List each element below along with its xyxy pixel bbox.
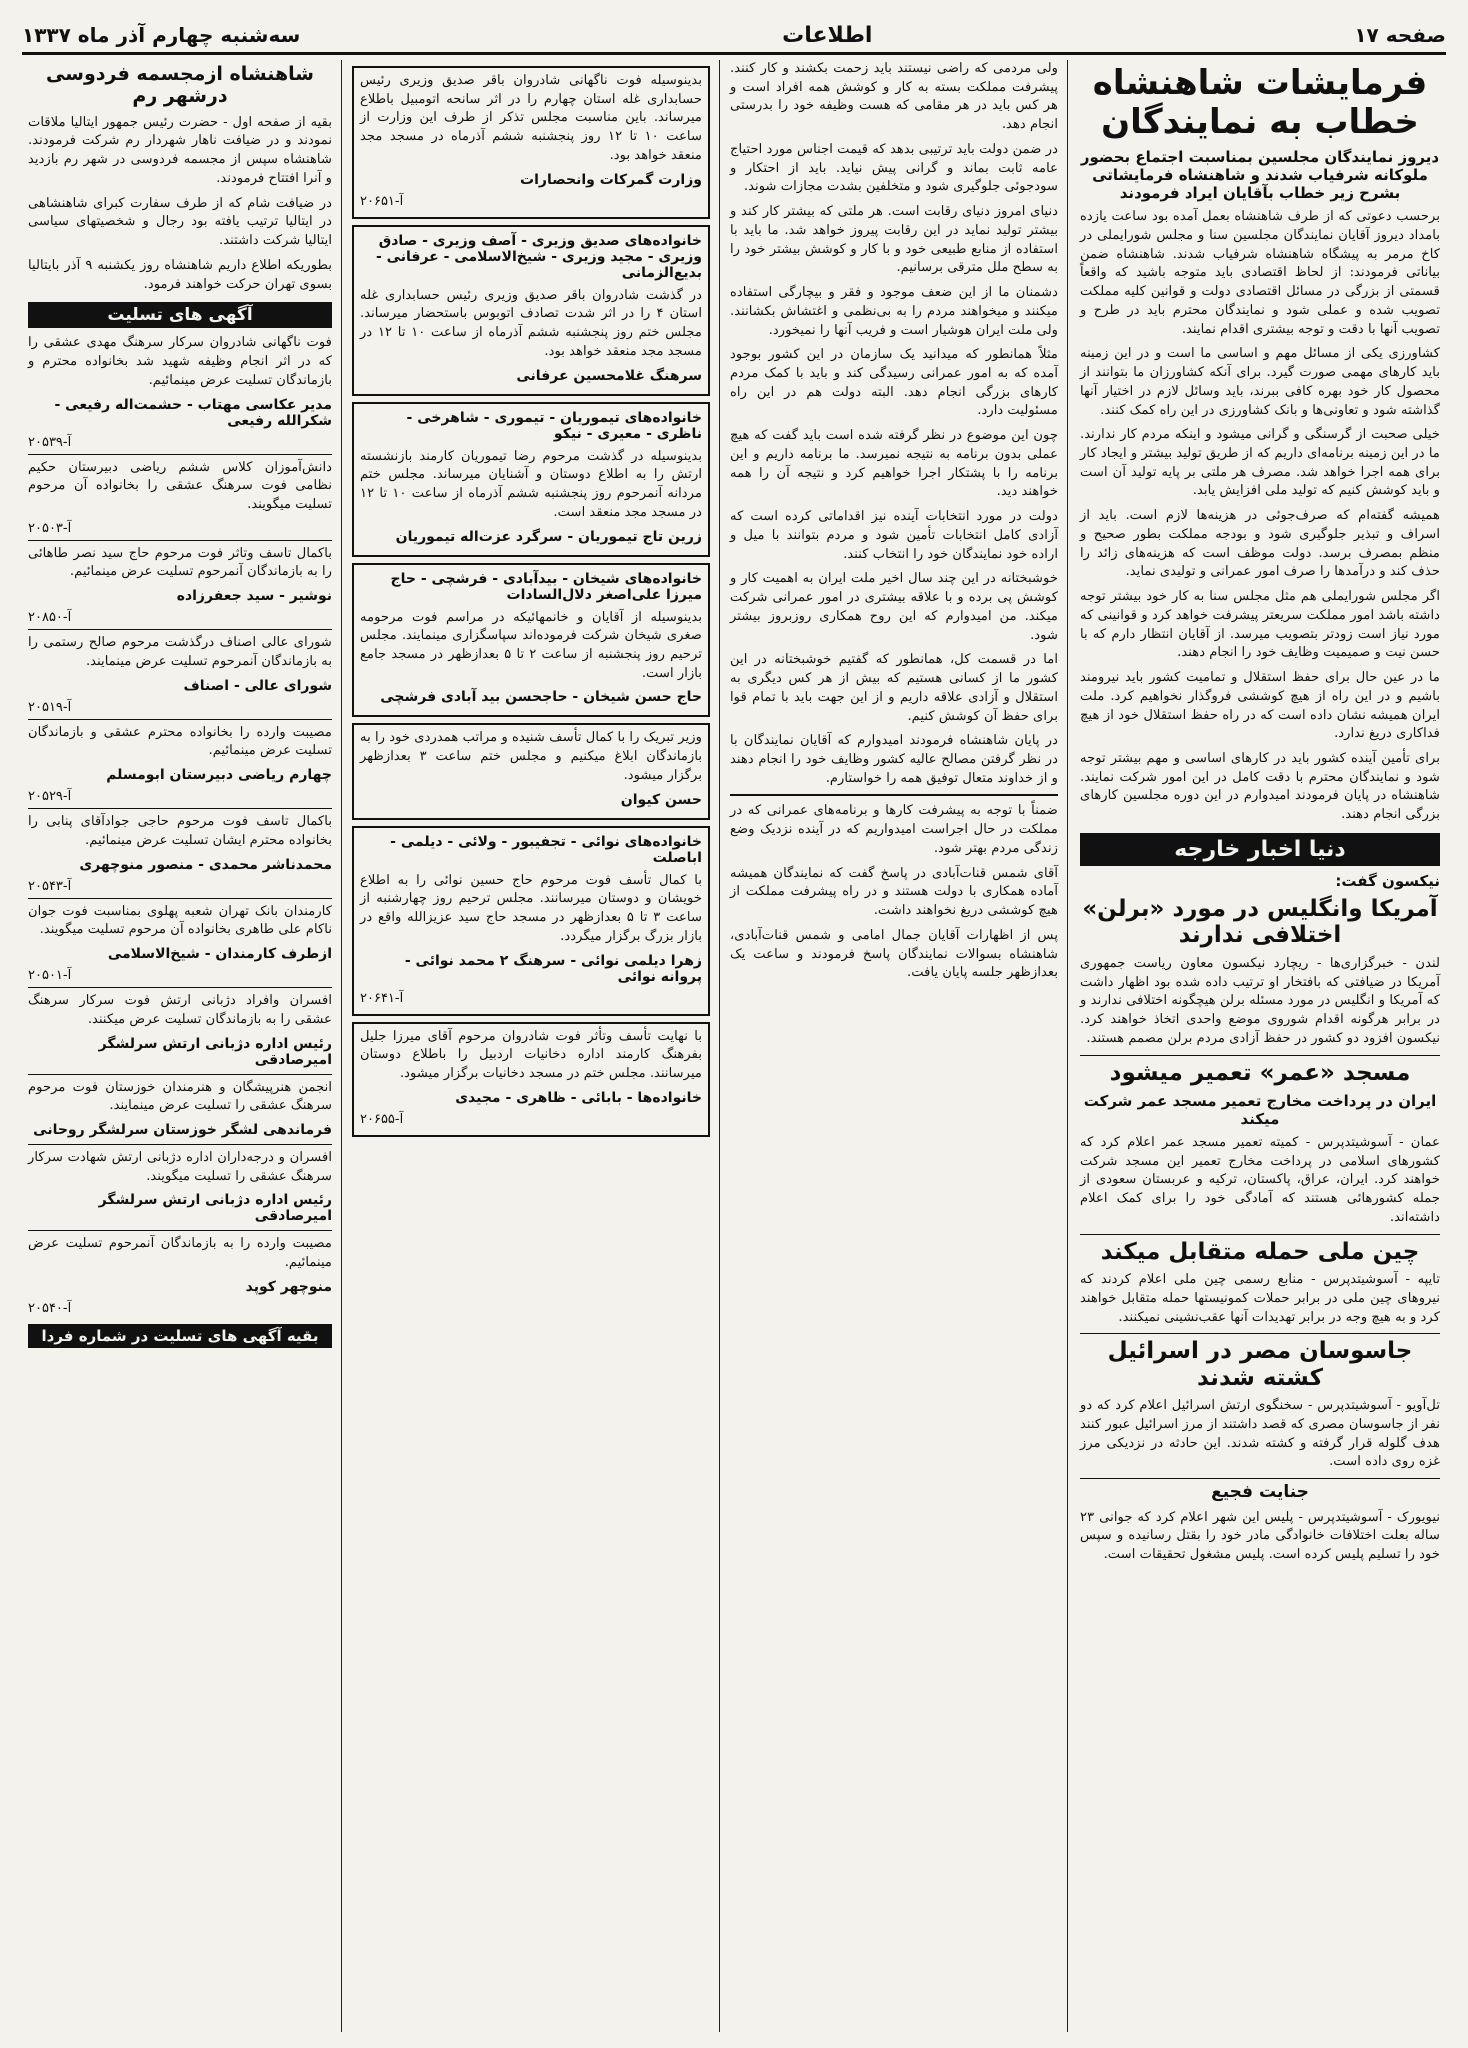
- condolence-signature: فرماندهی لشگر خوزستان سرلشگر روحانی: [33, 1121, 332, 1138]
- obituary-signature: سرهنگ غلامحسین عرفانی: [516, 367, 702, 384]
- ad-code: آ-۲۰۵۰۳: [28, 520, 72, 536]
- spies-headline: جاسوسان مصر در اسرائیل کشته شدند: [1107, 1338, 1413, 1391]
- divider: [28, 719, 332, 720]
- divider: [730, 794, 1058, 796]
- condolence-signature: مدیر عکاسی مهتاب - حشمت‌اله رفیعی - شکرالله رفیعی: [54, 396, 332, 429]
- obituary-signature: خانواده‌ها - بابائی - ظاهری - مجیدی: [455, 1089, 702, 1106]
- nixon-text: لندن - خبرگزاری‌ها - ریچارد نیکسون معاون ریاست جمهوری آمریکا در ضیافتی که بافتخار او ترتیب داده شده بود اظهار داشت که آمریکا و انگلیس در مورد مسئله برلن هیچگونه اختلافی ندارند و در برابر هرگونه اقدام شوروی موضع واحدی اتخاذ خواهند کرد. نیکسون افزود دو کشور در حفظ آزادی مردم برلن مصمم هستند.: [1080, 955, 1440, 1046]
- obituary-text: بدینوسیله در گذشت مرحوم رضا تیموریان کارمند بازنشسته ارتش را به اطلاع دوستان و آشنایان میرساند. مجلس ختم مردانه آنمرحوم روز پنجشنبه ششم آذرماه از ساعت ۱۰ تا ۱۲ در مسجد مجد منعقد است.: [360, 448, 703, 520]
- column-divider: [719, 60, 720, 2032]
- obituary-text: بدینوسیله فوت ناگهانی شادروان باقر صدیق وزیری رئیس حسابداری غله استان چهارم را در اثر سانحه اتومبیل باطلاع میرساند. باین مناسبت مجلس تذکر از طرف این وزارت از ساعت ۱۰ تا ۱۲ روز پنجشنبه ششم آذرماه در مسجد مجد منعقد خواهد بود.: [360, 73, 703, 163]
- divider: [28, 898, 332, 899]
- condolence-text: باکمال تاسف وتاثر فوت مرحوم حاج سید نصر طاهائی را به بازماندگان آنمرحوم تسلیت عرض مینمائیم.: [28, 545, 332, 580]
- china-headline: چین ملی حمله متقابل میکند: [1100, 1238, 1420, 1265]
- continued-paragraph: دنیای امروز دنیای رقابت است. هر ملتی که بیشتر کار کند و بیشتر تولید نماید در این رقابت پیروز خواهد شد. ما باید با استفاده از منابع طبیعی خود و با کار و کوشش بیشتر خود را به سطح ملل مترقی برسانیم.: [730, 204, 1058, 276]
- obituary-notice: [352, 225, 710, 396]
- speech-paragraph: خیلی صحبت از گرسنگی و گرانی میشود و اینکه مردم کار ندارند. ما در این زمینه برنامه‌ای داریم که از طریق تولید بیشتر و ایجاد کار برای همه اجرا خواهد شد. مصرف هر ملتی بر پایه تولید آن است و باید کوشش کنیم که تولید ملی افزایش یابد.: [1080, 427, 1440, 499]
- ferdowsi-headline: شاهنشاه ازمجسمه فردوسی درشهر رم: [46, 63, 314, 107]
- obituary-families: خانواده‌های صدیق وزیری - آصف وزیری - صادق وزیری - مجید وزیری - شیخ‌الاسلامی - عرفانی - بدیع‌الزمانی: [375, 232, 702, 281]
- masthead: [22, 18, 1446, 55]
- omar-headline: مسجد «عمر» تعمیر میشود: [1109, 1059, 1411, 1086]
- ad-code: آ-۲۰۵۱۹: [28, 699, 72, 715]
- notice: [352, 723, 710, 819]
- continued-paragraph: اما در قسمت کل، همانطور که گفتیم خوشبختانه در این کشور ما از کسانی هستیم که بیش از هر کس دیگری به استقلال و آزادی علاقه داریم و از این جهت باید با تمام قوا برای حفظ آن کوشش کنیم.: [730, 652, 1058, 724]
- obituary-notice: [352, 1022, 710, 1137]
- condolence-text: فوت ناگهانی شادروان سرکار سرهنگ مهدی عشقی را که در اثر انجام وظیفه شهید شد بخانواده محترم و بازماندگان تسلیت عرض مینمائیم.: [28, 335, 332, 388]
- foreign-news-banner: دنیا اخبار خارجه: [1080, 833, 1440, 866]
- divider: [28, 1144, 332, 1145]
- bottom-paragraph: پس از اظهارات آقایان جمال امامی و شمس قنات‌آبادی، شاهنشاه بسوالات نمایندگان پاسخ فرمودند و ساعت یک بعدازظهر جلسه پایان یافت.: [730, 927, 1058, 981]
- continued-paragraph: دولت در مورد انتخابات آینده نیز اقداماتی کرده است که آزادی کامل انتخابات تأمین شود و مردم بتوانند با میل و اراده خود نمایندگان خود را انتخاب کنند.: [730, 509, 1058, 562]
- obituary-text: بدینوسیله از آقایان و خانمهائیکه در مراسم فوت مرحومه صغری شیخان شرکت فرموده‌اند سپاسگزاری مینمایند. مجلس ترحیم روز پنجشنبه از ساعت ۲ تا ۵ بعدازظهر در مسجد جامع بازار است.: [360, 609, 702, 681]
- speech-paragraph: برای تأمین آینده کشور باید در کارهای اساسی و مهم بیشتر توجه شود و نمایندگان محترم با دقت کامل در این امور شرکت نمایند. شاهنشاه در پایان فرمودند امیدوارم در این دوره مجلسین کارهای بزرگی انجام دهند.: [1080, 751, 1440, 823]
- column-condolences: [22, 60, 338, 2032]
- continued-paragraph: در ضمن دولت باید ترتیبی بدهد که قیمت اجناس مورد احتیاج عامه ثابت بماند و گرانی پیش نیاید. باید از احتکار و سودجوئی جلوگیری شود و متخلفین بشدت مجازات شوند.: [730, 141, 1058, 195]
- obituary-families: خانواده‌های تیموریان - تیموری - شاهرخی - ناظری - معیری - نیکو: [406, 409, 702, 442]
- speech-lead: دیروز نمایندگان مجلسین بمناسبت اجتماع بحضور ملوکانه شرفیاب شدند و شاهنشاه فرمایشاتی بشرح زیر خطاب بآقایان ایراد فرمودند: [1080, 148, 1440, 203]
- condolences-continued: بقیه آگهی های تسلیت در شماره فردا: [28, 1324, 332, 1348]
- nixon-headline: آمریکا وانگلیس در مورد «برلن» اختلافی ندارند: [1082, 895, 1438, 949]
- continued-paragraph: چون این موضوع در نظر گرفته شده است باید گفت که هیچ عملی بدون برنامه به نتیجه نمیرسد. ما برنامه داریم و این برنامه را با پشتکار اجرا خواهیم کرد و نتیجه آن را همه خواهند دید.: [730, 428, 1058, 500]
- condolence-text: مصیبت وارده را به بازماندگان آنمرحوم تسلیت عرض مینمائیم.: [28, 1236, 332, 1271]
- divider: [28, 808, 332, 809]
- divider: [1080, 1478, 1440, 1479]
- ad-code: آ-۲۰۶۴۱: [360, 990, 404, 1006]
- divider: [28, 540, 332, 541]
- condolence-text: انجمن هنرپیشگان و هنرمندان خوزستان فوت مرحوم سرهنگ عشقی را تسلیت عرض مینمایند.: [28, 1079, 332, 1114]
- obituary-text: در گذشت شادروان باقر صدیق وزیری رئیس حسابداری غله استان ۴ را در اثر شدت تصادف اتوبوس باستحضار میرساند. مجلس ختم روز پنجشنبه ششم آذرماه از ساعت ۱۰ تا ۱۲ در مسجد مجد منعقد خواهد بود.: [360, 287, 703, 359]
- crime-headline: جنایت فجیع: [1211, 1482, 1309, 1503]
- divider: [1080, 1234, 1440, 1235]
- ad-code: آ-۲۰۵۴۰: [28, 1300, 72, 1316]
- obituary-families: خانواده‌های شیخان - بیدآبادی - فرشچی - حاج میرزا علی‌اصغر دلال‌السادات: [390, 570, 702, 603]
- condolence-signature: رئیس اداره دژبانی ارتش سرلشگر امیرصادقی: [98, 1192, 332, 1225]
- condolence-text: مصیبت وارده را بخانواده محترم عشقی و بازماندگان تسلیت عرض مینمائیم.: [28, 724, 332, 759]
- ferdowsi-paragraph: در ضیافت شام که از طرف سفارت کبرای شاهنشاهی در ایتالیا ترتیب یافته بود رجال و شخصیتهای سیاسی ایتالیا شرکت داشتند.: [28, 195, 332, 249]
- condolence-text: کارمندان بانک تهران شعبه پهلوی بمناسبت فوت جوان ناکام علی طاهری بخانواده آن مرحوم تسلیت میگویند.: [28, 903, 332, 938]
- column-obituaries: [346, 60, 716, 2032]
- condolence-text: دانش‌آموزان کلاس ششم ریاضی دبیرستان حکیم نظامی فوت سرهنگ عشقی را بخانواده آن مرحوم تسلیت میگویند.: [28, 459, 332, 512]
- columns-grid: [22, 60, 1446, 2032]
- divider: [28, 629, 332, 630]
- ad-code: آ-۲۰۵۳۹: [28, 434, 72, 450]
- divider: [28, 1230, 332, 1231]
- notice-signature: حسن کیوان: [620, 791, 702, 808]
- continued-paragraph: ولی مردمی که راضی نیستند باید زحمت بکشند و کار کنند. پیشرفت مملکت بسته به کار و کوشش همه افراد است و هر کس باید در هر مقامی که هست وظیفه خود را بدرستی انجام دهد.: [730, 61, 1058, 133]
- omar-text: عمان - آسوشیتدپرس - کمیته تعمیر مسجد عمر اعلام کرد که کشورهای اسلامی در پرداخت مخارج تعمیر این مسجد شرکت خواهند کرد. ایران، عراق، پاکستان، ترکیه و عربستان سعودی از جمله کشورهائی هستند که آمادگی خود را برای کمک اعلام داشته‌اند.: [1080, 1134, 1440, 1225]
- obituary-text: با نهایت تأسف وتأثر فوت شادروان مرحوم آقای میرزا جلیل بفرهنگ کارمند اداره دخانیات اردبیل را باطلاع دوستان میرسانند. مجلس ختم در مسجد دخانیات برگزار میشود.: [360, 1028, 702, 1082]
- divider: [1080, 1333, 1440, 1334]
- divider: [28, 454, 332, 455]
- obituary-text: با کمال تأسف فوت مرحوم حاج حسین نوائی را به اطلاع خویشان و دوستان میرسانند. مجلس ترحیم روز چهارشنبه از ساعت ۳ تا ۵ بعدازظهر در مسجد حاج سید عزیزالله واقع در بازار بزرگ برگزار میگردد.: [360, 872, 702, 944]
- speech-paragraph: ما در عین حال برای حفظ استقلال و تمامیت کشور باید نیرومند باشیم و در این راه از هیچ کوششی فروگذار نخواهیم کرد. ملت ایران همیشه نشان داده است که در راه حفظ استقلال خود از هیچ فداکاری دریغ ندارد.: [1080, 670, 1440, 742]
- speech-paragraph: همیشه گفته‌ام که صرف‌جوئی در هزینه‌ها لازم است. باید از اسراف و تبذیر جلوگیری شود و بودجه مملکت بطور صحیح و منظم بمصرف برسد. دولت موظف است که هزینه‌های زائد را حذف کند و درآمدها را صرف امور عمرانی و تولیدی نماید.: [1080, 508, 1440, 580]
- omar-subhead: ایران در پرداخت مخارج تعمیر مسجد عمر شرکت میکند: [1083, 1091, 1437, 1128]
- speech-paragraph: اگر مجلس شورایملی هم مثل مجلس سنا به کار خود بیشتر توجه داشته باشد امور مملکت سریعتر پیشرفت خواهد کرد و قوانینی که مورد نیاز است زودتر بتصویب میرسد. از آقایان انتظار دارم که با حسن نیت و صمیمیت وظایف خود را انجام دهند.: [1080, 589, 1440, 661]
- ferdowsi-paragraph: بطوریکه اطلاع داریم شاهنشاه روز یکشنبه ۹ آذر بایتالیا بسوی تهران حرکت خواهند فرمود.: [28, 257, 332, 292]
- condolence-text: افسران وافراد دژبانی ارتش فوت سرکار سرهنگ عشقی را به بازماندگان تسلیت عرض میکنند.: [28, 993, 332, 1027]
- newspaper-name: اطلاعات: [782, 22, 873, 48]
- continued-paragraph: خوشبختانه در این چند سال اخیر ملت ایران به اهمیت کار و کوشش پی برده و با علاقه بیشتری در امور عمرانی شرکت میکند. من امیدوارم که این روح همکاری روزبروز بیشتر شود.: [730, 571, 1058, 643]
- column-divider: [341, 60, 342, 2032]
- notice-text: وزیر تبریک را با کمال تأسف شنیده و مراتب همدردی خود را به بازماندگان ابلاغ میکنیم و مجلس ختم ساعت ۳ بعدازظهر برگزار میشود.: [360, 730, 703, 783]
- obituary-notice: [352, 66, 710, 219]
- condolence-signature: ازطرف کارمندان - شیخ‌الاسلامی: [107, 946, 332, 963]
- obituary-signature: حاج حسن شیخان - حاجحسن بید آبادی فرشچی: [380, 689, 702, 706]
- condolence-signature: نوشیر - سید جعفرزاده: [176, 588, 332, 605]
- obituary-signature: وزارت گمرکات وانحصارات: [520, 171, 702, 188]
- condolences-title: آگهی های تسلیت: [28, 302, 332, 328]
- continued-paragraph: مثلاً همانطور که میدانید یک سازمان در این کشور بوجود آمده که به امور عمرانی رسیدگی کند و باید با کمک مردم کارهای بزرگی انجام دهد. البته دولت هم در این راه مسئولیت دارد.: [730, 347, 1058, 419]
- obituary-notice: [352, 402, 710, 557]
- bottom-paragraph: آقای شمس قنات‌آبادی در پاسخ گفت که نمایندگان همیشه آماده همکاری با دولت هستند و در راه پیشرفت مملکت از هیچ کوششی دریغ نخواهند داشت.: [730, 865, 1058, 919]
- ad-code: آ-۲۰۶۵۱: [360, 193, 404, 209]
- divider: [28, 987, 332, 988]
- divider: [28, 1074, 332, 1075]
- condolence-text: شورای عالی اصناف درگذشت مرحوم صالح رستمی را به بازماندگان آنمرحوم تسلیت عرض مینمایند.: [28, 635, 332, 669]
- column-divider: [1067, 60, 1068, 2032]
- speech-paragraph: برحسب دعوتی که از طرف شاهنشاه بعمل آمده بود ساعت یازده بامداد دیروز آقایان نمایندگان مجلسین سنا و مجلس شورایملی در کاخ مرمر به پیشگاه شاهنشاه شرفیاب شدند. شاهنشاه ضمن بیاناتی فرمودند: از لحاظ اقتصادی باید متوجه باشید که واقعاً قسمتی از بزرگی در مسائل اقتصادی دولت و قوانین کلیه مملکت تصویب شده و عملی شود و نمایندگان محترم باید در طرح و تصویب آنها با دقت و توجه بیشتری اقدام نمایند.: [1080, 209, 1440, 337]
- obituary-families: خانواده‌های نوائی - تجفیبور - ولائی - دیلمی - اباصلت: [390, 833, 702, 866]
- ad-code: آ-۲۰۶۵۵: [360, 1111, 404, 1127]
- column-speech-continued: [724, 60, 1064, 2032]
- ad-code: آ-۲۰۵۰۱: [28, 968, 72, 984]
- nixon-kicker: نیکسون گفت:: [1335, 871, 1440, 890]
- condolence-signature: شورای عالی - اصناف: [183, 677, 332, 694]
- condolence-text: افسران و درجه‌داران اداره دژبانی ارتش شهادت سرکار سرهنگ عشقی را تسلیت میگویند.: [28, 1149, 332, 1184]
- condolence-text: باکمال تاسف فوت مرحوم حاجی جوادآقای پنابی را بخانواده محترم ایشان تسلیت عرض مینمائیم.: [28, 814, 332, 848]
- bottom-paragraph: ضمناً با توجه به پیشرفت کارها و برنامه‌های عمرانی که در مملکت در حال اجراست امیدواریم که در آینده نزدیک وضع زندگی مردم بهتر شود.: [730, 803, 1058, 856]
- page-number: صفحه ۱۷: [1354, 23, 1446, 47]
- continued-paragraph: دشمنان ما از این ضعف موجود و فقر و بیچارگی استفاده میکنند و میخواهند مردم را به بی‌نظمی و اغتشاش بکشانند. ولی ملت ایران هوشیار است و فریب آنها را نمیخورد.: [730, 285, 1058, 338]
- obituary-notice: [352, 826, 710, 1016]
- divider: [1080, 1055, 1440, 1056]
- speech-headline: فرمایشات شاهنشاه خطاب به نمایندگان: [1092, 63, 1428, 143]
- spies-text: تل‌آویو - آسوشیتدپرس - سخنگوی ارتش اسرائیل اعلام کرد که دو نفر از جاسوسان مصری که قصد داشتند از مرز اسرائیل عبور کنند هدف گلوله قرار گرفته و کشته شدند. این حادثه در نزدیکی مرز غزه روی داده است.: [1080, 1398, 1440, 1470]
- ad-code: آ-۲۰۸۵۰: [28, 610, 72, 626]
- condolence-signature: محمدناشر محمدی - منصور منوچهری: [79, 856, 332, 873]
- condolence-signature: منوچهر کوپد: [245, 1278, 332, 1295]
- ferdowsi-paragraph: بقیه از صفحه اول - حضرت رئیس جمهور ایتالیا ملاقات نمودند و در ضیافت ناهار شهردار رم شرکت فرمودند. شاهنشاه سپس از مجسمه فردوسی در شهر رم بازدید و آنرا افتتاح فرمودند.: [28, 114, 332, 186]
- ad-code: آ-۲۰۵۲۹: [28, 789, 72, 805]
- column-speech: [1074, 60, 1446, 2032]
- condolence-signature: رئیس اداره دژبانی ارتش سرلشگر امیرصادقی: [98, 1035, 332, 1068]
- china-text: تایپه - آسوشیتدپرس - منابع رسمی چین ملی اعلام کردند که نیروهای چین ملی در برابر حملات کمونیستها حمله متقابل خواهند کرد و به هیچ وجه در برابر تهدیدات آنها عقب‌نشینی نمیکنند.: [1080, 1272, 1440, 1325]
- issue-date: سه‌شنبه چهارم آذر ماه ۱۳۳۷: [22, 23, 301, 47]
- speech-paragraph: کشاورزی یکی از مسائل مهم و اساسی ما است و در این زمینه باید کارهای مهمی صورت گیرد. برای آنکه کشاورزان ما بتوانند از محصول کار خود بهره کافی ببرند، باید وسائل لازم در اختیار آنها گذاشته شود و تعاونی‌ها و بانک کشاورزی در این راه کمک کنند.: [1080, 346, 1440, 418]
- obituary-notice: [352, 563, 710, 718]
- crime-text: نیویورک - آسوشیتدپرس - پلیس این شهر اعلام کرد که جوانی ۲۳ ساله بعلت اختلافات خانوادگی مادر خود را بقتل رسانیده و سپس خود را تسلیم پلیس کرده است. پلیس مشغول تحقیقات است.: [1080, 1509, 1440, 1563]
- obituary-signature: زرین تاج تیموریان - سرگرد عزت‌اله تیموریان: [395, 528, 702, 545]
- obituary-signature: زهرا دیلمی نوائی - سرهنگ ۲ محمد نوائی - پروانه نوائی: [404, 952, 702, 985]
- continued-paragraph: در پایان شاهنشاه فرمودند امیدوارم که آقایان نمایندگان با در نظر گرفتن مصالح عالیه کشور وظایف خود را انجام دهند و از خداوند متعال توفیق همه را خواستارم.: [730, 733, 1058, 786]
- condolence-signature: چهارم ریاضی دبیرستان ابومسلم: [106, 767, 332, 784]
- ad-code: آ-۲۰۵۴۳: [28, 878, 72, 894]
